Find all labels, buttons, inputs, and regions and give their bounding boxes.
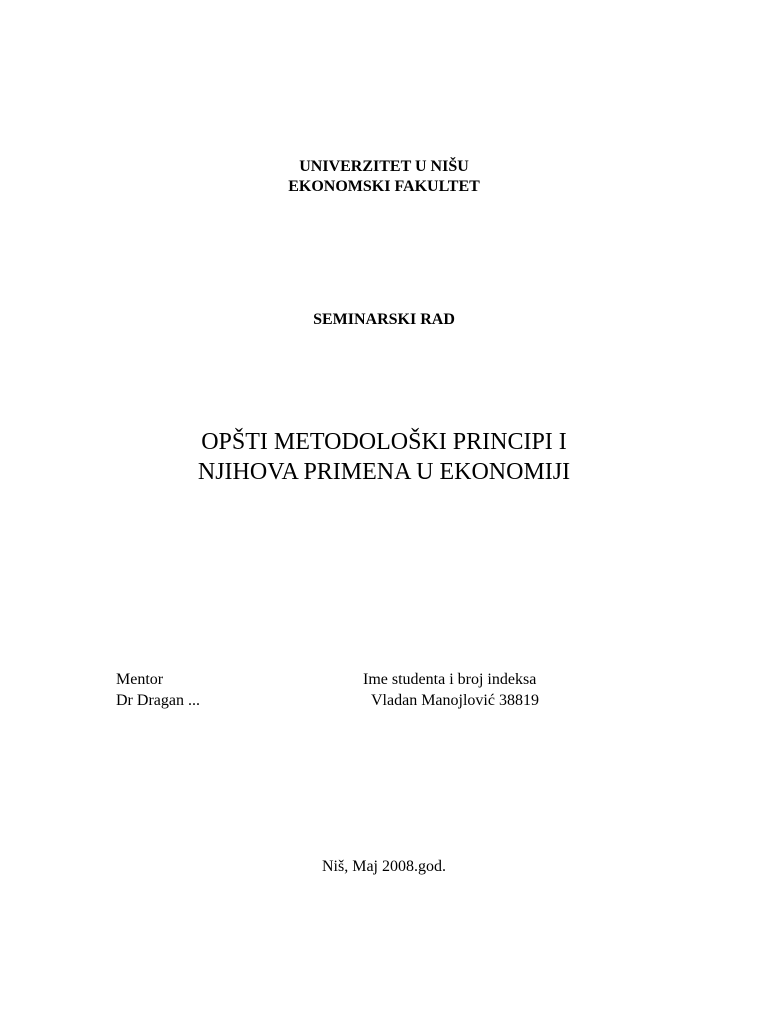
mentor-name: Dr Dragan ...: [116, 692, 200, 709]
institution-header: [0, 157, 768, 197]
place-date-text: Niš, Maj 2008.god.: [322, 858, 446, 875]
document-type-label: SEMINARSKI RAD: [313, 311, 455, 328]
paper-title: [0, 427, 768, 487]
mentor-label: Mentor: [116, 671, 164, 688]
document-type: [0, 310, 768, 330]
student-block: [363, 669, 539, 711]
faculty-name: EKONOMSKI FAKULTET: [288, 178, 480, 195]
university-name: UNIVERZITET U NIŠU: [299, 158, 469, 175]
paper-title-line-1: OPŠTI METODOLOŠKI PRINCIPI I: [201, 429, 567, 455]
student-label: Ime studenta i broj indeksa: [363, 671, 537, 688]
student-name: Vladan Manojlović 38819: [371, 692, 539, 709]
place-date: [0, 857, 768, 877]
paper-title-line-2: NJIHOVA PRIMENA U EKONOMIJI: [197, 459, 571, 485]
mentor-block: [116, 669, 200, 711]
